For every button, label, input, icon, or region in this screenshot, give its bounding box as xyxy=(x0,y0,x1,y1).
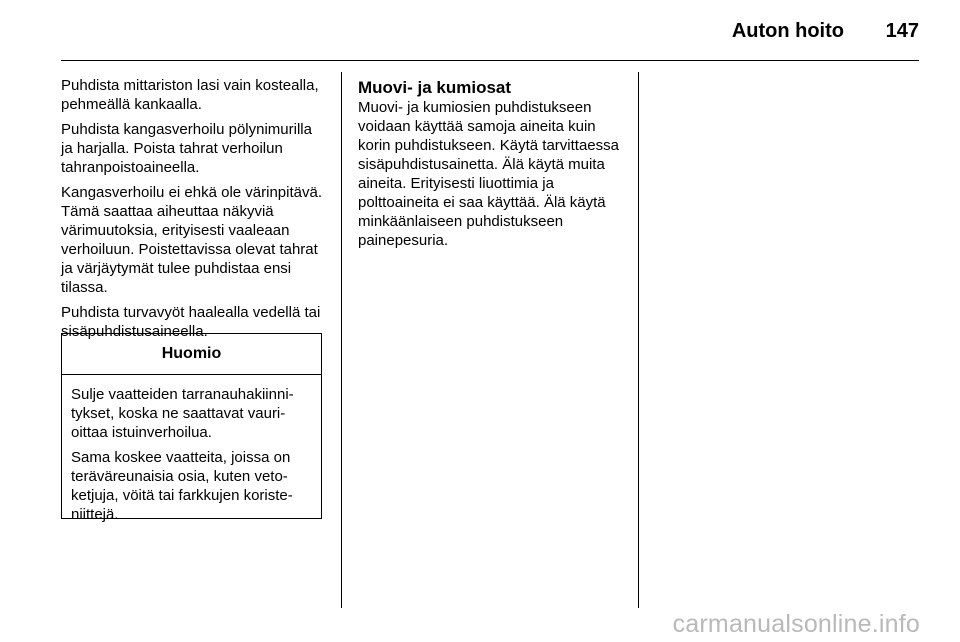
section-heading-plastic-rubber: Muovi- ja kumiosat xyxy=(358,78,512,97)
notice-box xyxy=(61,333,322,523)
paragraph-instrument-glass: Puhdista mittariston lasi vain kostealla, pehmeällä kankaalla. xyxy=(61,77,319,113)
chapter-title: Auton hoito xyxy=(731,20,844,42)
page-number: 147 xyxy=(885,20,919,42)
notice-title: Huomio xyxy=(62,334,321,375)
paragraph-fabric-upholstery: Puhdista kangasverhoilu pölynimurilla ja harjalla. Poista tahrat verhoilun tahranpoistoaineella. xyxy=(61,121,312,176)
middle-column xyxy=(358,78,626,256)
paragraph-seat-belts: Puhdista turvavyöt haalealla vedellä tai sisäpuhdistusaineella. xyxy=(61,304,321,340)
watermark: carmanualsonline.info xyxy=(672,610,920,638)
column-separator-left xyxy=(341,72,342,608)
notice-body xyxy=(62,375,321,524)
left-column xyxy=(61,76,323,347)
page-header xyxy=(0,0,960,62)
notice-paragraph-velcro: Sulje vaatteiden tarranauhakiinnitykset, koska ne saattavat vaurioittaa istuinverhoilua. xyxy=(71,386,294,441)
paragraph-colour-fastness: Kangasverhoilu ei ehkä ole värinpitävä. Tämä saattaa aiheuttaa näkyviä värimuutoksia, erityisesti vaaleaan verhoiluun. Poistettavissa olevat tahrat ja värjäytymät tulee puhdistaa ensi tilassa. xyxy=(61,184,322,296)
header-rule xyxy=(61,60,919,61)
notice-paragraph-sharp-edges: Sama koskee vaatteita, joissa on teräväreunaisia osia, kuten vetoketjuja, vöitä tai farkkujen koristeniittejä. xyxy=(71,449,293,523)
paragraph-plastic-rubber: Muovi- ja kumiosien puhdistukseen voidaan käyttää samoja aineita kuin korin puhdistukseen. Käytä tarvittaessa sisäpuhdistusainetta. Älä käytä muita aineita. Erityisesti liuottimia ja polttoaineita ei saa käyttää. Älä käytä minkäänlaiseen puhdistukseen painepesuria. xyxy=(358,99,619,249)
column-separator-right xyxy=(638,72,639,608)
